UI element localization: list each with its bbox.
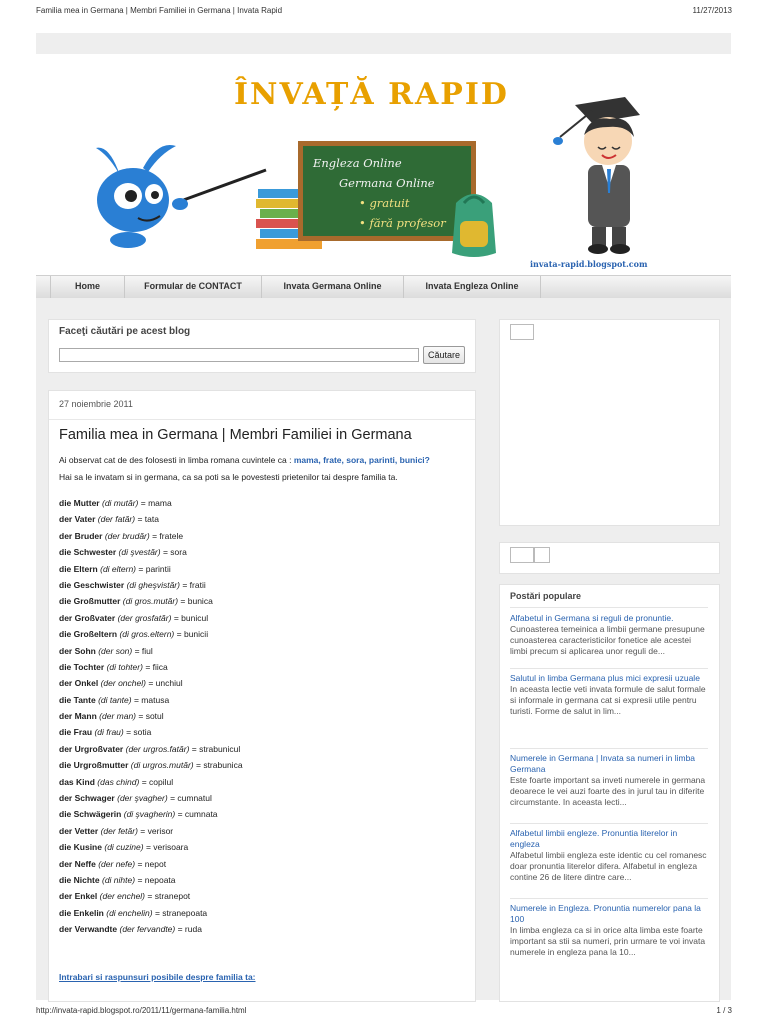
vocab-row: [59, 924, 243, 940]
backpack-illustration: [446, 187, 502, 259]
vocab-romanian: = bunica: [180, 596, 213, 607]
vocab-pronunciation: (di cuzine): [104, 842, 144, 853]
vocab-row: [59, 826, 243, 842]
widget-image-placeholder: [510, 324, 534, 340]
vocab-row: [59, 809, 243, 825]
vocab-pronunciation: (di urgros.mutăr): [130, 760, 194, 771]
vocab-row: [59, 514, 243, 530]
board-line-1: Engleza Online: [313, 156, 402, 170]
popular-item-link[interactable]: Numerele in Germana | Invata sa numeri in limba Germana: [510, 753, 696, 774]
vocab-row: [59, 547, 243, 563]
vocab-romanian: = fratii: [182, 579, 206, 590]
sidebar-widget-2: [499, 542, 720, 574]
vocab-pronunciation: (di gros.eltern): [119, 629, 175, 640]
vocab-german: der Vetter: [59, 825, 99, 836]
vocab-row: [59, 580, 243, 596]
popular-posts-title: Postări populare: [510, 591, 582, 601]
vocab-romanian: = sotul: [138, 711, 164, 722]
vocab-pronunciation: (der fatăr): [97, 514, 136, 525]
vocab-pronunciation: (di mutăr): [102, 498, 139, 508]
vocab-row: [59, 842, 243, 858]
vocab-romanian: = tata: [137, 514, 159, 525]
navbar-strip: [36, 33, 731, 54]
print-page-number: 1 / 3: [716, 1006, 732, 1015]
vocab-romanian: = strabunica: [196, 760, 243, 771]
popular-item-snippet: In limba engleza ca si in orice alta limba este foarte important sa stii sa numeri, prin urmare te voi invata numerele in engleza pana la 10...: [510, 925, 706, 957]
vocab-pronunciation: (der nefe): [98, 858, 136, 869]
vocab-row: [59, 711, 243, 727]
site-logo-text[interactable]: ÎNVAȚĂ RAPID: [234, 77, 509, 112]
popular-item-link[interactable]: Alfabetul limbii engleze. Pronuntia literelor in engleza: [510, 828, 678, 849]
popular-divider: [510, 898, 708, 899]
vocab-german: die Mutter: [59, 498, 100, 508]
vocab-german: der Bruder: [59, 530, 103, 541]
vocab-romanian: = bunicul: [173, 612, 209, 623]
vocab-romanian: = fratele: [152, 530, 184, 541]
widget-image-placeholder: [534, 547, 550, 563]
vocab-romanian: = verisor: [140, 825, 174, 836]
vocab-german: die Frau: [59, 727, 93, 738]
vocab-row: [59, 662, 243, 678]
vocab-german: der Mann: [59, 711, 97, 722]
vocab-row: [59, 744, 243, 760]
vocab-row: [59, 859, 243, 875]
vocab-row: [59, 777, 243, 793]
search-input[interactable]: [59, 348, 419, 362]
vocab-romanian: = strabunicul: [191, 743, 241, 754]
vocab-romanian: = nepot: [137, 858, 167, 869]
vocab-row: [59, 908, 243, 924]
vocab-german: der Verwandte: [59, 924, 118, 935]
vocab-pronunciation: (di şvestăr): [118, 547, 161, 558]
vocab-row: [59, 646, 243, 662]
post: [48, 390, 476, 1002]
vocab-german: der Onkel: [59, 678, 99, 689]
popular-item: [510, 673, 708, 717]
vocab-row: [59, 596, 243, 612]
vocab-german: die Schwester: [59, 547, 117, 558]
popular-item-link[interactable]: Alfabetul in Germana si reguli de pronuntie.: [510, 613, 674, 623]
vocab-row: [59, 613, 243, 629]
vocab-pronunciation: (der enchel): [99, 891, 146, 902]
vocab-pronunciation: (di tante): [98, 694, 132, 705]
search-widget: [48, 319, 476, 373]
vocab-pronunciation: (der grosfatăr): [117, 612, 172, 623]
vocab-german: der Vater: [59, 514, 96, 525]
vocab-pronunciation: (der fetăr): [100, 825, 138, 836]
popular-item-snippet: In aceasta lectie veti invata formule de salut formale si informale in germana cat si expresii utile pentru turisti. Forme de salut in lim...: [510, 684, 706, 716]
vocab-german: die Urgroßmutter: [59, 760, 129, 771]
vocab-german: das Kind: [59, 776, 95, 787]
vocab-german: die Eltern: [59, 563, 98, 574]
post-title[interactable]: Familia mea in Germana | Membri Familiei in Germana: [59, 427, 412, 443]
vocab-german: die Geschwister: [59, 579, 125, 590]
vocab-german: die Tante: [59, 694, 96, 705]
vocab-romanian: = copilul: [141, 776, 174, 787]
vocab-row: [59, 531, 243, 547]
vocab-row: [59, 793, 243, 809]
print-url: http://invata-rapid.blogspot.ro/2011/11/germana-familia.html: [36, 1006, 247, 1015]
vocab-german: der Urgroßvater: [59, 743, 124, 754]
popular-divider: [510, 748, 708, 749]
vocab-german: die Großmutter: [59, 596, 121, 607]
vocab-pronunciation: (di gheşvistăr): [126, 579, 180, 590]
vocab-german: der Schwager: [59, 793, 115, 804]
vocab-pronunciation: (di eltern): [100, 563, 137, 574]
vocab-german: die Enkelin: [59, 907, 104, 918]
popular-item-snippet: Cunoasterea temeinica a limbii germane presupune cunoasterea caracteristicilor fonetice ale acestei limbi precum si aplicarea unor reguli de...: [510, 624, 705, 656]
nav-engleza[interactable]: Invata Engleza Online: [404, 276, 541, 298]
vocab-german: die Großeltern: [59, 629, 118, 640]
popular-divider: [510, 607, 708, 608]
post-intro-prefix: Ai observat cat de des folosesti in limba romana cuvintele ca :: [59, 455, 294, 465]
vocab-romanian: = parintii: [138, 563, 171, 574]
vocab-romanian: = ruda: [177, 924, 202, 935]
vocab-german: die Nichte: [59, 874, 100, 885]
vocab-row: [59, 875, 243, 891]
qa-link[interactable]: Intrabari si raspunsuri posibile despre familia ta:: [59, 972, 256, 982]
vocab-pronunciation: (der man): [99, 711, 136, 722]
popular-item: [510, 753, 708, 808]
sidebar-widget-1: [499, 319, 720, 526]
popular-posts-widget: [499, 584, 720, 1002]
vocab-german: die Kusine: [59, 842, 102, 853]
popular-item: [510, 903, 708, 958]
vocab-german: der Großvater: [59, 612, 116, 623]
content-area: [36, 298, 731, 1000]
vocab-german: die Schwägerin: [59, 809, 122, 820]
post-intro-line2: Hai sa le invatam si in germana, ca sa poti sa le povestesti prietenilor tai despre familia ta.: [59, 472, 398, 482]
popular-item-link[interactable]: Numerele in Engleza. Pronuntia numerelor pana la 100: [510, 903, 701, 924]
vocab-romanian: = verisoara: [145, 842, 189, 853]
vocab-romanian: = unchiul: [148, 678, 183, 689]
vocab-row: [59, 760, 243, 776]
nav-divider: [36, 276, 51, 298]
vocab-german: der Sohn: [59, 645, 96, 656]
vocab-romanian: = stranepot: [147, 891, 191, 902]
widget-image-placeholder: [510, 547, 534, 563]
print-page-title: Familia mea in Germana | Membri Familiei in Germana | Invata Rapid: [36, 6, 283, 15]
board-line-2: Germana Online: [339, 176, 435, 190]
vocab-pronunciation: (di tohter): [106, 661, 143, 672]
vocab-pronunciation: (der fervandte): [119, 924, 176, 935]
vocab-pronunciation: (di nihte): [102, 874, 136, 885]
vocab-pronunciation: (der onchel): [100, 678, 146, 689]
main-nav: [36, 275, 731, 299]
site-domain[interactable]: invata-rapid.blogspot.com: [530, 259, 648, 269]
vocab-romanian: = matusa: [133, 694, 170, 705]
board-line-4: • fără profesor: [359, 216, 446, 230]
vocab-pronunciation: (di frau): [94, 727, 124, 738]
board-line-3: • gratuit: [359, 196, 410, 210]
post-divider: [49, 419, 475, 420]
print-footer: [36, 1006, 732, 1015]
vocab-romanian: = nepoata: [137, 874, 176, 885]
search-title: Faceţi căutări pe acest blog: [59, 326, 191, 337]
post-date: 27 noiembrie 2011: [59, 399, 133, 409]
vocab-pronunciation: (der brudăr): [104, 530, 150, 541]
vocab-row: [59, 727, 243, 743]
print-header: [36, 6, 732, 15]
mascot-illustration: [88, 140, 268, 260]
search-button[interactable]: Căutare: [423, 346, 465, 364]
vocab-row: [59, 678, 243, 694]
nav-home[interactable]: Home: [51, 276, 125, 298]
vocab-german: der Enkel: [59, 891, 98, 902]
vocab-romanian: = sora: [162, 547, 187, 558]
vocab-pronunciation: (di enchelin): [106, 907, 153, 918]
vocab-romanian: = fiica: [145, 661, 168, 672]
graduate-illustration: [530, 97, 660, 257]
vocab-pronunciation: (der urgros.fatăr): [125, 743, 190, 754]
popular-divider: [510, 823, 708, 824]
nav-contact[interactable]: Formular de CONTACT: [125, 276, 262, 298]
vocab-row: [59, 891, 243, 907]
print-date: 11/27/2013: [692, 6, 732, 15]
popular-item-link[interactable]: Salutul in limba Germana plus mici expresii uzuale: [510, 673, 700, 683]
popular-item-snippet: Este foarte important sa inveti numerele in germana deoarece le vei auzi foarte des in jurul tau in diferite circumstante. In aceasta lecti...: [510, 775, 706, 807]
vocab-row: [59, 564, 243, 580]
vocab-row: [59, 498, 243, 514]
post-intro-highlight: mama, frate, sora, parinti, bunici?: [293, 455, 430, 465]
popular-item: [510, 613, 708, 657]
vocab-german: der Neffe: [59, 858, 96, 869]
vocab-german: die Tochter: [59, 661, 105, 672]
popular-item: [510, 828, 708, 883]
vocab-pronunciation: (di şvagherin): [123, 809, 176, 820]
popular-divider: [510, 668, 708, 669]
vocab-pronunciation: (das chind): [97, 776, 140, 787]
vocab-romanian: = bunicii: [176, 629, 209, 640]
header-banner: [36, 55, 731, 273]
vocab-pronunciation: (der son): [98, 645, 133, 656]
post-intro: [59, 455, 430, 465]
popular-item-snippet: Alfabetul limbii engleza este identic cu cel romanesc doar pronuntia literelor difera. Alfabetul in engleza contine 26 de litere dintre care...: [510, 850, 707, 882]
vocab-romanian: = cumnatul: [170, 793, 212, 804]
vocab-pronunciation: (der şvagher): [117, 793, 168, 804]
vocab-romanian: = fiul: [134, 645, 153, 656]
vocab-list: [59, 498, 243, 941]
vocab-romanian: = stranepoata: [154, 907, 208, 918]
vocab-romanian: = mama: [140, 498, 172, 508]
vocab-romanian: = sotia: [126, 727, 152, 738]
vocab-row: [59, 695, 243, 711]
vocab-romanian: = cumnata: [177, 809, 218, 820]
vocab-pronunciation: (di gros.mutăr): [122, 596, 179, 607]
nav-germana[interactable]: Invata Germana Online: [262, 276, 404, 298]
vocab-row: [59, 629, 243, 645]
